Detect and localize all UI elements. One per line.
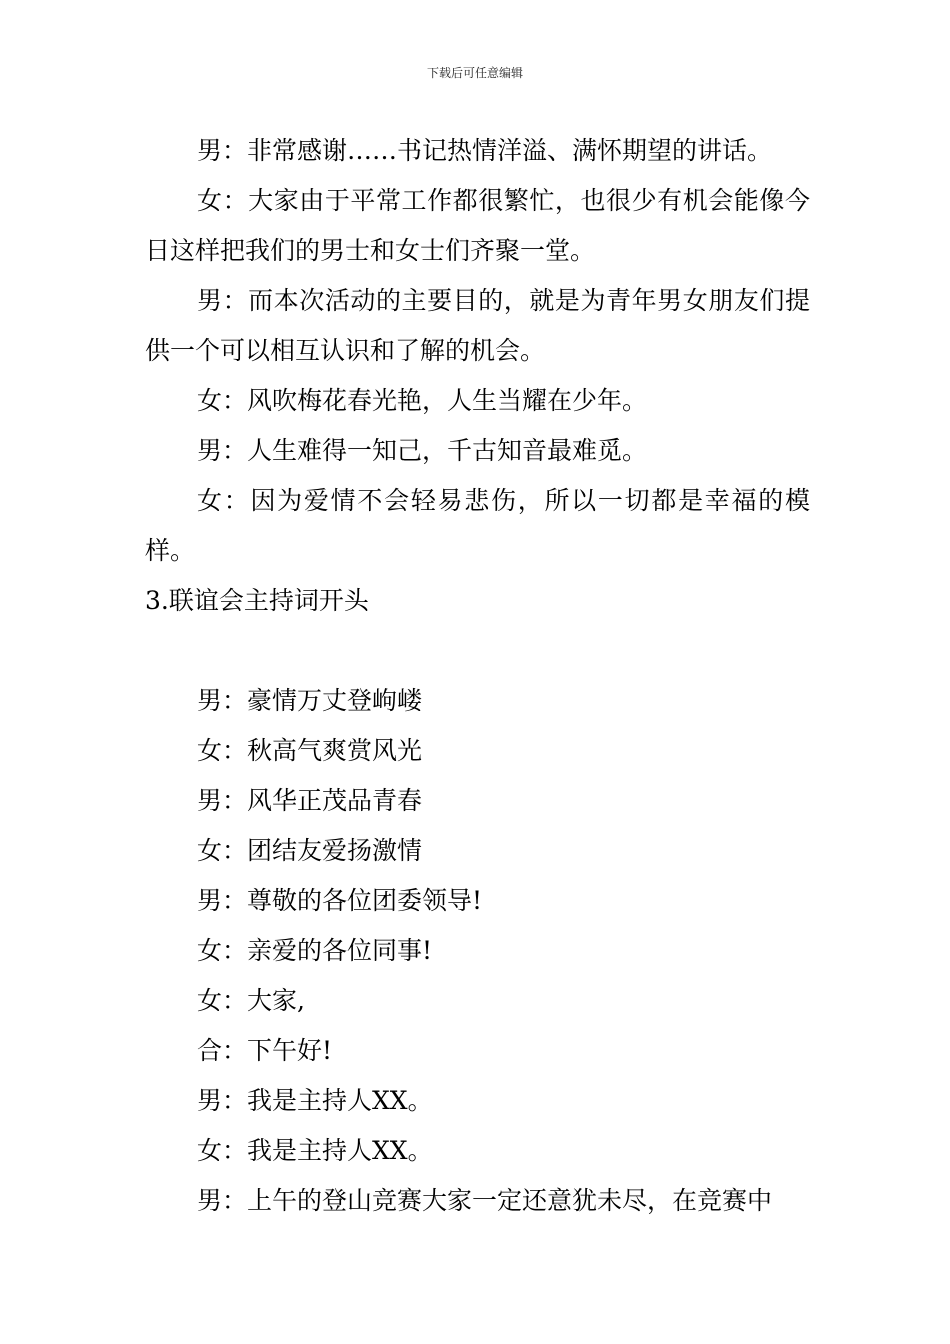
page-header-note: 下载后可任意编辑 [426, 66, 523, 80]
dialogue-line: 男：我是主持人XX。 [197, 1086, 433, 1115]
section-heading: 3.联谊会主持词开头 [145, 586, 369, 615]
dialogue-line: 男：尊敬的各位团委领导! [197, 886, 483, 915]
paragraph: 男：人生难得一知己，千古知音最难觅。 [197, 436, 648, 465]
document-body [145, 126, 810, 1226]
dialogue-line: 女：亲爱的各位同事! [197, 936, 433, 965]
blank-line [145, 626, 810, 676]
paragraph: 女：大家由于平常工作都很繁忙，也很少有机会能像今日这样把我们的男士和女士们齐聚一堂。 [145, 186, 810, 265]
dialogue-line: 女：大家, [197, 986, 305, 1015]
dialogue-line: 女：团结友爱扬激情 [197, 836, 423, 865]
dialogue-line: 男：豪情万丈登岣嵝 [197, 686, 423, 715]
paragraph: 男：而本次活动的主要目的，就是为青年男女朋友们提供一个可以相互认识和了解的机会。 [145, 286, 810, 365]
dialogue-line: 男：风华正茂品青春 [197, 786, 423, 815]
dialogue-line: 女：我是主持人XX。 [197, 1136, 433, 1165]
paragraph: 女：因为爱情不会轻易悲伤，所以一切都是幸福的模样。 [145, 486, 810, 565]
dialogue-line: 女：秋高气爽赏风光 [197, 736, 423, 765]
dialogue-line: 合：下午好! [197, 1036, 333, 1065]
paragraph: 女：风吹梅花春光艳，人生当耀在少年。 [197, 386, 648, 415]
paragraph: 男：非常感谢……书记热情洋溢、满怀期望的讲话。 [197, 136, 773, 165]
dialogue-line: 男：上午的登山竞赛大家一定还意犹未尽，在竞赛中 [197, 1186, 773, 1215]
